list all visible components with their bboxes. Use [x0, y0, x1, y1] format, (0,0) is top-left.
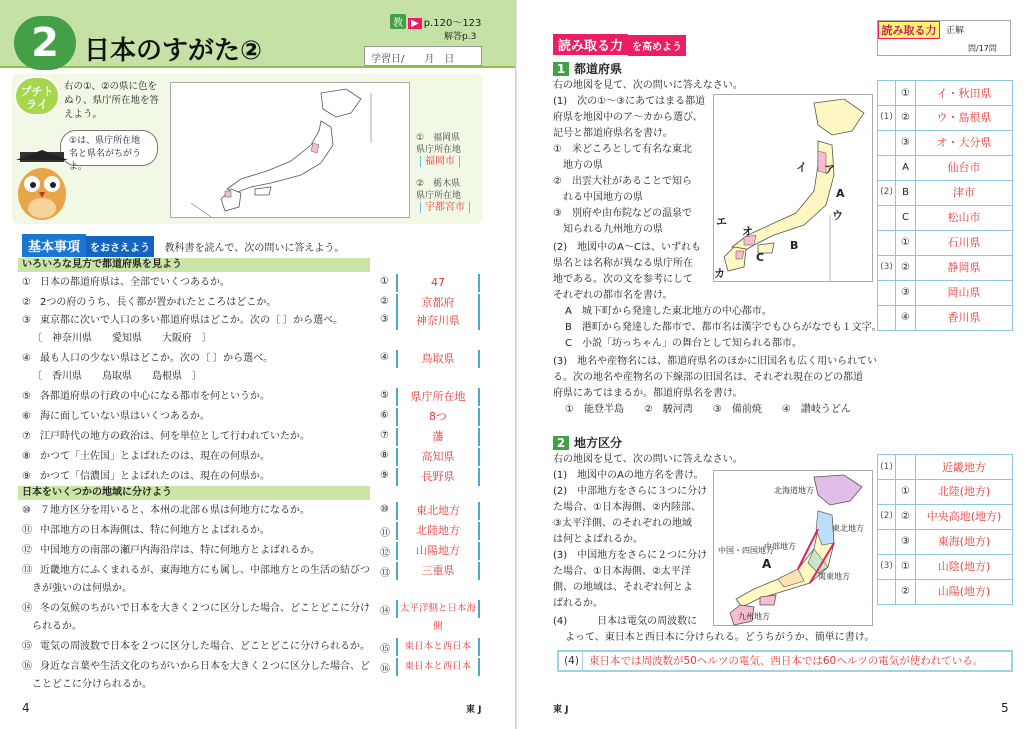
text-line: れる中国地方の県 — [553, 192, 643, 203]
answer-row — [877, 504, 1013, 530]
answer-number: ⑧ — [380, 450, 389, 461]
text-line: る。次の地名や産物名の下線部の旧国名は、それぞれ現在のどの都道 — [553, 372, 863, 383]
group-label: (2) — [878, 504, 896, 529]
unit-number: 2 — [14, 16, 76, 70]
question-4 — [22, 352, 273, 384]
map-label: A — [762, 557, 772, 571]
text-line: 地である。次の文を参考にして — [553, 274, 693, 285]
sub-label: ② — [896, 579, 916, 604]
section-2-q4b: よって、東日本と西日本に分けられる。どうちがうか、簡単に書け。 — [565, 632, 875, 643]
try-badge: プチトライ — [14, 76, 60, 116]
text-line: は何とよばれるか。 — [553, 534, 643, 545]
answer-row — [877, 255, 1013, 281]
answer-value[interactable]: イ・秋田県 — [936, 87, 992, 100]
question-text: 中部地方の日本海側は、特に何地方とよばれるか。 — [40, 525, 270, 536]
answer-number: ④ — [380, 352, 389, 363]
section-1-intro: 右の地図を見て、次の問いに答えなさい。 — [553, 80, 743, 91]
text-line: た場合、①日本海側、②太平洋 — [553, 566, 691, 577]
group-label — [878, 579, 896, 604]
question-number: ⑪ — [22, 525, 32, 536]
map-label: 九州地方 — [738, 612, 770, 621]
section-1-question-2 — [553, 240, 701, 304]
reading-sub: を高めよう — [628, 35, 686, 56]
group-label: (1) — [878, 105, 896, 130]
answer-value[interactable]: 近畿地方 — [942, 461, 986, 474]
question-15 — [22, 640, 370, 654]
answer-box[interactable]: 47 — [396, 274, 480, 292]
answer-box[interactable]: 東北地方 — [396, 502, 480, 520]
text-line: 県名とは名称が異なる県庁所在 — [553, 258, 693, 269]
question-number: ⑨ — [22, 471, 31, 482]
question-6 — [22, 410, 210, 424]
answer-value[interactable]: 津市 — [953, 186, 975, 199]
question-number: ⑯ — [22, 661, 32, 672]
answer-4-number: (4) — [561, 652, 583, 670]
group-label — [878, 230, 896, 255]
text-line: 府県にあてはまるか。都道府県名を書け。 — [553, 388, 743, 399]
question-5 — [22, 390, 270, 404]
answer-row — [877, 579, 1013, 605]
answer-row — [877, 529, 1013, 555]
question-text: 日本の都道府県は、全部でいくつあるか。 — [40, 277, 230, 288]
answer-row — [877, 230, 1013, 256]
score-box — [877, 20, 1011, 56]
answer-box[interactable]: 県庁所在地 — [396, 388, 480, 406]
answer-number: ⑤ — [380, 390, 389, 401]
question-text: 中国地方の南部の瀬戸内海沿岸は、特に何地方とよばれるか。 — [40, 545, 320, 556]
question-10 — [22, 504, 310, 518]
section-2-title: 地方区分 — [574, 436, 623, 450]
left-page — [0, 0, 516, 729]
arrow-icon: ▶ — [408, 18, 422, 29]
text-line: (3) 地名や産物名には、都道府県名のほかに旧国名も広く用いられてい — [553, 356, 878, 367]
sub-label: ② — [896, 105, 916, 130]
map-label: B — [790, 239, 799, 252]
map-label: 中国・四国地方 — [718, 546, 774, 555]
region-map — [713, 470, 873, 626]
section-2-number: 2 — [553, 436, 569, 450]
question-11 — [22, 524, 270, 538]
answer-number: ⑪ — [380, 528, 390, 539]
answer-box[interactable]: 藩 — [396, 428, 480, 446]
text-line: 地方の県 — [553, 160, 603, 171]
map-label: 関東地方 — [818, 572, 850, 581]
answer-row — [877, 479, 1013, 505]
group-label — [878, 280, 896, 305]
answer-value[interactable]: 東海(地方) — [937, 535, 991, 548]
answer-page: 解答p.3 — [444, 32, 477, 42]
sub-label: ③ — [896, 130, 916, 155]
owl-mascot-icon — [12, 148, 72, 224]
question-text: 最も人口の少ない県はどこか。次の〔 〕から選べ。 — [40, 353, 274, 364]
question-13 — [22, 564, 370, 596]
question-text: 近畿地方にふくまれるが、東海地方にも属し、中部地方との生活の結びつ — [40, 565, 370, 576]
answer-row — [877, 155, 1013, 181]
question-number: ⑫ — [22, 545, 32, 556]
answer-value[interactable]: オ・大分県 — [936, 136, 992, 149]
footer-left: 東 J — [466, 705, 482, 715]
answer-box[interactable]: 高知県 — [396, 448, 480, 466]
answer-row — [877, 105, 1013, 131]
prefecture-2-answer[interactable]: 宇都宮市 — [420, 202, 470, 213]
group-label — [878, 155, 896, 180]
sub-label: ① — [896, 554, 916, 579]
question-number: ⑮ — [22, 641, 32, 652]
group-label: (1) — [878, 455, 896, 480]
question-text: 各都道府県の行政の中心になる都市を何というか。 — [40, 391, 270, 402]
try-text: 右の①、②の県に色をぬり、県庁所在地を答えよう。 — [64, 81, 160, 120]
question-number: ⑬ — [22, 565, 32, 576]
question-text: 江戸時代の地方の政治は、何を単位として行われていたか。 — [40, 431, 310, 442]
sub-label: ① — [896, 81, 916, 106]
text-line: 知られる九州地方の県 — [553, 224, 663, 235]
question-8 — [22, 450, 270, 464]
text-line: 記号と都道府県名を書け。 — [553, 128, 673, 139]
sub-label: ① — [896, 479, 916, 504]
answer-value[interactable]: 北陸(地方) — [937, 485, 991, 498]
answer-row — [877, 80, 1013, 106]
answer-number: ⑥ — [380, 410, 389, 421]
answer-box[interactable]: 山陽地方 — [396, 542, 480, 560]
sub-label: ③ — [896, 529, 916, 554]
text-line: た場合、①日本海側、②内陸部、 — [553, 502, 701, 513]
section-heading — [22, 234, 344, 257]
question-text-cont: られるか。 — [32, 621, 82, 632]
question-14 — [22, 602, 370, 634]
map-label: エ — [716, 215, 727, 228]
text-line: ばれるか。 — [553, 598, 603, 609]
speech-bubble: ①は、県庁所在地名と県名がちがうよ。 — [60, 130, 158, 166]
question-16 — [22, 660, 370, 692]
answer-number: ⑬ — [380, 568, 390, 579]
question-number: ④ — [22, 353, 31, 364]
section-1-B: B 港町から発達した都市で、都市名は漢字でもひらがなでも１文字。 — [565, 322, 882, 333]
answer-row — [877, 130, 1013, 156]
answer-value[interactable]: ウ・島根県 — [936, 111, 992, 124]
ref-tag: 教 — [390, 14, 406, 29]
answer-number: ⑮ — [380, 644, 390, 655]
answer-value[interactable]: 山陽(地方) — [937, 585, 991, 598]
answer-value[interactable]: 香川県 — [947, 311, 981, 324]
question-7 — [22, 430, 310, 444]
right-page — [517, 0, 1033, 729]
question-text-cont: きが強いのは何県か。 — [32, 583, 132, 594]
answer-number: ③ — [380, 314, 389, 325]
answer-value[interactable]: 山陰(地方) — [937, 560, 991, 573]
text-line: (3) 中国地方をさらに２つに分け — [553, 550, 708, 561]
section-2-heading — [553, 434, 622, 451]
answer-box[interactable]: 神奈川県 — [396, 312, 480, 330]
question-9 — [22, 470, 270, 484]
prefecture-1-sub: 県庁所在地 — [416, 145, 462, 155]
sub-label: ① — [896, 230, 916, 255]
reading-heading — [553, 34, 686, 56]
section-1-heading — [553, 60, 622, 77]
subsection-bar-1: いろいろな見方で都道府県を見よう — [18, 258, 370, 272]
group-label — [878, 81, 896, 106]
answer-number: ⑦ — [380, 430, 389, 441]
question-3 — [22, 314, 343, 346]
answer-row — [877, 554, 1013, 580]
map-label: イ — [796, 161, 807, 174]
group-label — [878, 130, 896, 155]
subsection-bar-2: 日本をいくつかの地域に分けよう — [18, 486, 370, 500]
section-desc: 教科書を読んで、次の問いに答えよう。 — [164, 243, 345, 254]
group-label — [878, 305, 896, 330]
question-text-cont: 〔 神奈川県 愛知県 大阪府 〕 — [32, 333, 212, 344]
question-text: 冬の気候のちがいで日本を大きく２つに区分した場合、どことどこに分け — [40, 603, 370, 614]
question-text: かつて「土佐国」とよばれたのは、現在の何県か。 — [40, 451, 270, 462]
answer-number: ⑭ — [380, 606, 390, 617]
textbook-reference — [390, 14, 481, 29]
answer-number: ⑫ — [380, 548, 390, 559]
answer-box[interactable]: 三重県 — [396, 562, 480, 580]
section-1-C: C 小説「坊っちゃん」の舞台として知られる都市。 — [565, 338, 802, 349]
map-label: ウ — [832, 209, 843, 222]
ref-pages: p.120〜123 — [423, 18, 482, 29]
question-text: 2つの府のうち、長く都が置かれたところはどこか。 — [40, 297, 277, 308]
question-number: ⑩ — [22, 505, 31, 516]
sub-label — [896, 455, 916, 480]
answer-box[interactable]: 長野県 — [396, 468, 480, 486]
text-line: (1) 次の①〜③にあてはまる都道 — [553, 96, 706, 107]
score-correct: 正解 — [946, 26, 965, 36]
answer-box[interactable]: 8つ — [396, 408, 480, 426]
map-label: A — [836, 187, 845, 200]
answer-row — [877, 454, 1013, 480]
section-1-number: 1 — [553, 62, 569, 76]
question-text: ７地方区分を用いると、本州の北部６県は何地方になるか。 — [40, 505, 310, 516]
sub-label: C — [896, 205, 916, 230]
answer-value[interactable]: 静岡県 — [947, 261, 981, 274]
question-number: ⑥ — [22, 411, 31, 422]
score-label: 読み取る力 — [878, 21, 940, 39]
question-2 — [22, 296, 276, 310]
answer-box[interactable]: 東日本と西日本 — [396, 638, 480, 656]
section-1-q3-options: ① 能登半島 ② 駿河湾 ③ 備前焼 ④ 讃岐うどん — [565, 404, 851, 415]
page-number-left: 4 — [22, 701, 30, 715]
group-label — [878, 479, 896, 504]
answer-row — [877, 280, 1013, 306]
section-2-intro: 右の地図を見て、次の問いに答えなさい。 — [553, 454, 743, 465]
page-number-right: 5 — [1001, 701, 1009, 715]
group-label: (2) — [878, 180, 896, 205]
prefecture-1-info — [416, 132, 461, 168]
text-line: ② 出雲大社があることで知ら — [553, 176, 692, 187]
map-label: C — [756, 251, 765, 264]
section-1-title: 都道府県 — [574, 62, 623, 76]
group-label: (3) — [878, 554, 896, 579]
answer-row — [877, 305, 1013, 331]
section-1-question-1 — [553, 94, 705, 238]
sub-label: ④ — [896, 305, 916, 330]
answer-box[interactable]: 京都府 — [396, 294, 480, 312]
score-total: 問/17問 — [968, 44, 997, 53]
question-text: 東京都に次いで人口の多い都道府県はどこか。次の〔 〕から選べ。 — [40, 315, 344, 326]
map-label: カ — [714, 267, 725, 280]
footer-right: 東 J — [553, 705, 569, 715]
prefecture-2-sub: 県庁所在地 — [416, 191, 462, 201]
section-2-q4: (4) 日本は電気の周波数に — [553, 616, 698, 627]
prefecture-2-info — [416, 178, 470, 214]
answer-number: ⑯ — [380, 664, 390, 675]
text-line: ③太平洋側、のそれぞれの地域 — [553, 518, 692, 529]
map-label: オ — [742, 225, 753, 238]
text-line: (1) 地図中のAの地方名を書け。 — [553, 470, 704, 481]
answer-4-bar — [557, 650, 1013, 672]
sub-label: B — [896, 180, 916, 205]
question-text: 身近な言葉や生活文化のちがいから日本を大きく２つに区分した場合、ど — [40, 661, 370, 672]
answer-number: ② — [380, 296, 389, 307]
answer-value[interactable]: 仙台市 — [947, 161, 981, 174]
prefecture-2-label: ② 栃木県 — [416, 179, 461, 189]
question-1 — [22, 276, 230, 290]
answer-value[interactable]: 石川県 — [947, 236, 981, 249]
answer-box[interactable]: 鳥取県 — [396, 350, 480, 368]
question-text-cont: 〔 香川県 鳥取県 島根県 〕 — [32, 371, 202, 382]
text-line: 側、の地域は、それぞれ何とよ — [553, 582, 693, 593]
question-number: ⑧ — [22, 451, 31, 462]
answer-number: ⑨ — [380, 470, 389, 481]
question-number: ① — [22, 277, 31, 288]
section-1-question-3 — [553, 354, 877, 402]
answer-value[interactable]: 松山市 — [947, 211, 981, 224]
answer-row — [877, 205, 1013, 231]
question-number: ③ — [22, 315, 31, 326]
group-label: (3) — [878, 255, 896, 280]
map-label: 東北地方 — [832, 524, 864, 533]
question-text: 海に面していない県はいくつあるか。 — [40, 411, 210, 422]
answer-box[interactable]: 北陸地方 — [396, 522, 480, 540]
text-line: ① 米どころとして有名な東北 — [553, 144, 692, 155]
sub-label: ② — [896, 504, 916, 529]
page-title: 日本のすがた② — [84, 36, 263, 66]
map-label: ア — [824, 163, 835, 176]
group-label — [878, 205, 896, 230]
question-number: ② — [22, 297, 31, 308]
text-line: それぞれの都市名を書け。 — [553, 290, 673, 301]
section-key: 基本事項 — [22, 234, 86, 257]
question-text: かつて「信濃国」とよばれたのは、現在の何県か。 — [40, 471, 270, 482]
answer-4-text[interactable]: 東日本では周波数が50ヘルツの電気、西日本では60ヘルツの電気が使われている。 — [589, 655, 984, 667]
text-line: ③ 別府や由布院などの温泉で — [553, 208, 692, 219]
text-line: (2) 中部地方をさらに３つに分け — [553, 486, 708, 497]
answer-box[interactable]: 東日本と西日本 — [396, 658, 480, 676]
question-text-cont: ことどこに分けられるか。 — [32, 679, 152, 690]
sub-label: ③ — [896, 280, 916, 305]
section-1-A: A 城下町から発達した東北地方の中心都市。 — [565, 306, 772, 317]
prefecture-map — [713, 94, 873, 282]
question-number: ⑭ — [22, 603, 32, 614]
map-label: 中部地方 — [764, 542, 796, 551]
reading-key: 読み取る力 — [553, 34, 628, 55]
answer-box[interactable]: 太平洋側と日本海側 — [396, 600, 480, 618]
question-text: 電気の周波数で日本を２つに区分した場合、どことどこに分けられるか。 — [40, 641, 370, 652]
sub-label: ② — [896, 255, 916, 280]
text-line: (2) 地図中のA〜Cは、いずれも — [553, 242, 701, 253]
answer-number: ① — [380, 276, 389, 287]
answer-value[interactable]: 中央高地(地方) — [926, 510, 1002, 523]
group-label — [878, 529, 896, 554]
text-line: 府県を地図中のア〜カから選び、 — [553, 112, 703, 123]
section-2-questions — [553, 468, 707, 612]
question-number: ⑦ — [22, 431, 31, 442]
prefecture-1-answer[interactable]: 福岡市 — [420, 156, 460, 167]
section-sub: をおさえよう — [86, 236, 154, 257]
map-label: 北海道地方 — [774, 486, 814, 495]
prefecture-1-label: ① 福岡県 — [416, 133, 461, 143]
answer-row — [877, 180, 1013, 206]
question-number: ⑤ — [22, 391, 31, 402]
japan-map-small — [170, 82, 410, 218]
sub-label: A — [896, 155, 916, 180]
question-12 — [22, 544, 320, 558]
answer-value[interactable]: 岡山県 — [947, 286, 981, 299]
study-date-field[interactable]: 学習日/ 月 日 — [364, 46, 482, 66]
answer-number: ⑩ — [380, 504, 389, 515]
